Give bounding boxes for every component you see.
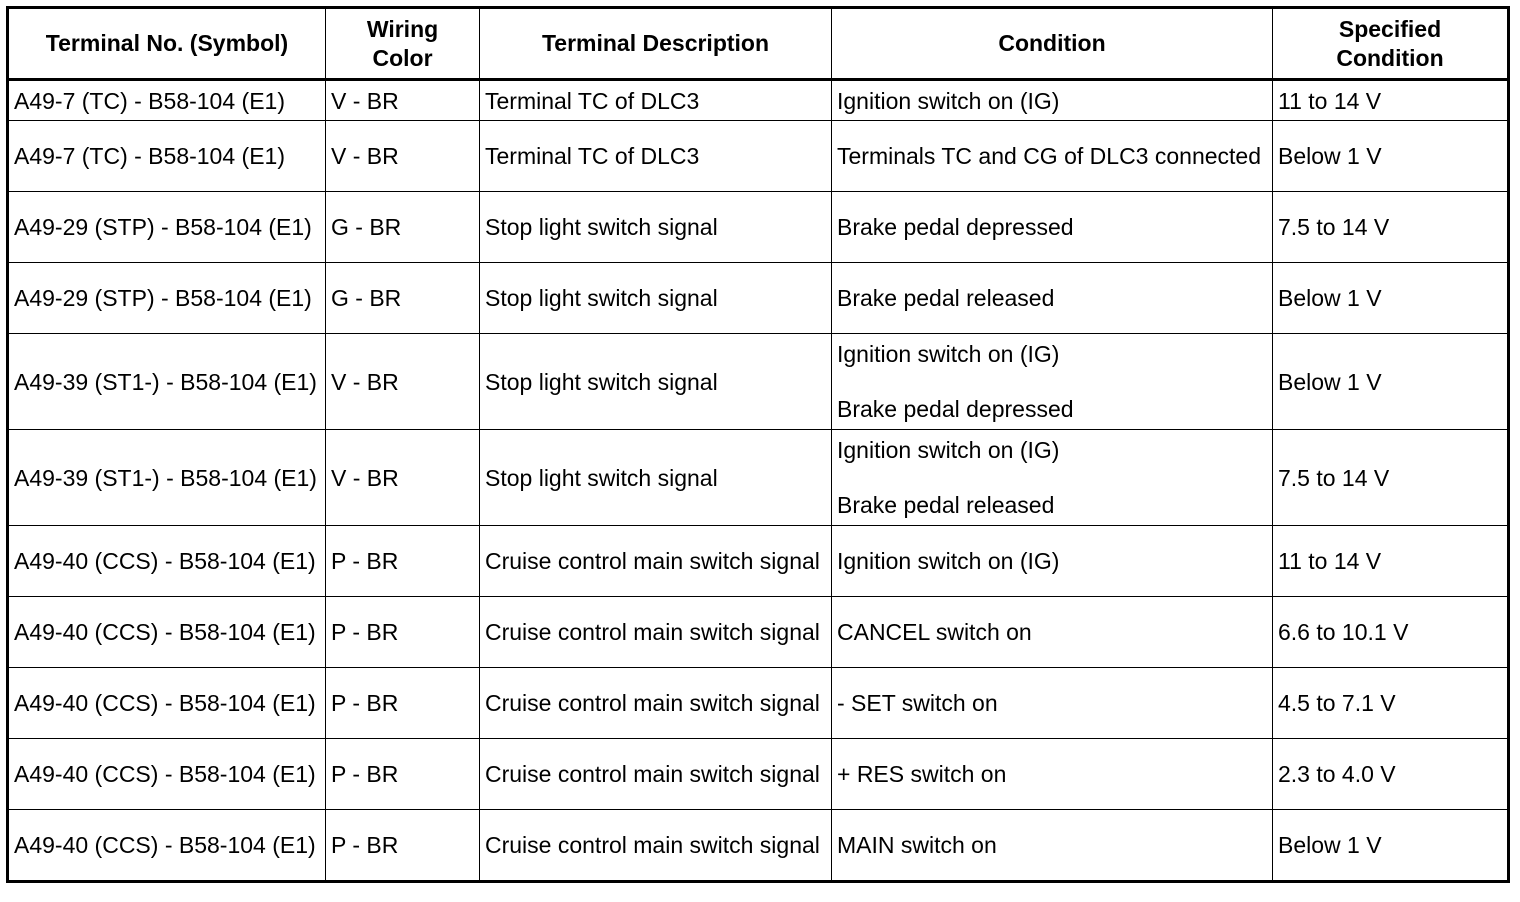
cell-wiring-color: G - BR bbox=[326, 263, 480, 334]
cell-terminal: A49-7 (TC) - B58-104 (E1) bbox=[8, 80, 326, 121]
cell-condition bbox=[832, 810, 1273, 882]
cell-description: Stop light switch signal bbox=[480, 430, 832, 526]
cell-specified-condition: Below 1 V bbox=[1273, 263, 1509, 334]
cell-terminal: A49-40 (CCS) - B58-104 (E1) bbox=[8, 526, 326, 597]
condition-line: Terminals TC and CG of DLC3 connected bbox=[837, 143, 1261, 169]
table-row bbox=[8, 334, 1509, 430]
cell-specified-condition: 4.5 to 7.1 V bbox=[1273, 668, 1509, 739]
table-row bbox=[8, 430, 1509, 526]
cell-terminal: A49-40 (CCS) - B58-104 (E1) bbox=[8, 739, 326, 810]
condition-line: Brake pedal depressed bbox=[837, 214, 1074, 240]
cell-condition bbox=[832, 739, 1273, 810]
terminal-spec-table bbox=[6, 6, 1510, 883]
cell-description: Cruise control main switch signal bbox=[480, 526, 832, 597]
header-row bbox=[8, 8, 1509, 80]
cell-specified-condition: Below 1 V bbox=[1273, 334, 1509, 430]
condition-line: MAIN switch on bbox=[837, 832, 997, 858]
condition-line: Ignition switch on (IG) bbox=[837, 87, 1060, 114]
cell-wiring-color: V - BR bbox=[326, 334, 480, 430]
condition-line: - SET switch on bbox=[837, 690, 998, 716]
table-row bbox=[8, 80, 1509, 121]
condition-line: Ignition switch on (IG) bbox=[837, 341, 1060, 367]
cell-description: Cruise control main switch signal bbox=[480, 739, 832, 810]
condition-line: CANCEL switch on bbox=[837, 619, 1032, 645]
table-row bbox=[8, 192, 1509, 263]
cell-description: Stop light switch signal bbox=[480, 192, 832, 263]
cell-specified-condition: Below 1 V bbox=[1273, 810, 1509, 882]
cell-specified-condition: 2.3 to 4.0 V bbox=[1273, 739, 1509, 810]
cell-description: Cruise control main switch signal bbox=[480, 810, 832, 882]
cell-specified-condition: 11 to 14 V bbox=[1273, 526, 1509, 597]
cell-wiring-color: G - BR bbox=[326, 192, 480, 263]
cell-wiring-color: P - BR bbox=[326, 810, 480, 882]
header-specified-line2: Condition bbox=[1336, 44, 1444, 71]
header-terminal: Terminal No. (Symbol) bbox=[8, 8, 326, 80]
header-description: Terminal Description bbox=[480, 8, 832, 80]
cell-condition bbox=[832, 430, 1273, 526]
table-row bbox=[8, 597, 1509, 668]
cell-wiring-color: P - BR bbox=[326, 668, 480, 739]
cell-condition bbox=[832, 668, 1273, 739]
cell-condition bbox=[832, 334, 1273, 430]
header-specified-line1: Specified bbox=[1338, 15, 1442, 42]
cell-wiring-color: P - BR bbox=[326, 597, 480, 668]
cell-condition bbox=[832, 192, 1273, 263]
cell-wiring-color: V - BR bbox=[326, 430, 480, 526]
cell-wiring-color: V - BR bbox=[326, 121, 480, 192]
header-wiring-line2: Color bbox=[372, 44, 433, 71]
cell-specified-condition: 6.6 to 10.1 V bbox=[1273, 597, 1509, 668]
cell-terminal: A49-39 (ST1-) - B58-104 (E1) bbox=[8, 430, 326, 526]
header-wiring-line1: Wiring bbox=[366, 15, 439, 42]
cell-terminal: A49-40 (CCS) - B58-104 (E1) bbox=[8, 597, 326, 668]
cell-wiring-color: P - BR bbox=[326, 739, 480, 810]
table-row bbox=[8, 668, 1509, 739]
table-body bbox=[8, 80, 1509, 882]
cell-specified-condition: 7.5 to 14 V bbox=[1273, 430, 1509, 526]
condition-line: + RES switch on bbox=[837, 761, 1007, 787]
cell-terminal: A49-29 (STP) - B58-104 (E1) bbox=[8, 263, 326, 334]
cell-wiring-color: V - BR bbox=[326, 80, 480, 121]
cell-description: Cruise control main switch signal bbox=[480, 668, 832, 739]
cell-condition bbox=[832, 526, 1273, 597]
header-specified-condition bbox=[1273, 8, 1509, 80]
table-row bbox=[8, 121, 1509, 192]
condition-line: Ignition switch on (IG) bbox=[837, 437, 1060, 463]
condition-line: Brake pedal released bbox=[837, 285, 1055, 311]
cell-description: Stop light switch signal bbox=[480, 263, 832, 334]
condition-line: Brake pedal released bbox=[837, 492, 1055, 518]
cell-terminal: A49-7 (TC) - B58-104 (E1) bbox=[8, 121, 326, 192]
cell-condition bbox=[832, 263, 1273, 334]
cell-condition bbox=[832, 80, 1273, 121]
table-row bbox=[8, 526, 1509, 597]
condition-line: Ignition switch on (IG) bbox=[837, 548, 1060, 574]
table-row bbox=[8, 263, 1509, 334]
cell-terminal: A49-40 (CCS) - B58-104 (E1) bbox=[8, 668, 326, 739]
cell-terminal: A49-39 (ST1-) - B58-104 (E1) bbox=[8, 334, 326, 430]
cell-specified-condition: 11 to 14 V bbox=[1273, 80, 1509, 121]
table-row bbox=[8, 810, 1509, 882]
cell-description: Cruise control main switch signal bbox=[480, 597, 832, 668]
cell-specified-condition: Below 1 V bbox=[1273, 121, 1509, 192]
cell-description: Terminal TC of DLC3 bbox=[480, 121, 832, 192]
cell-terminal: A49-40 (CCS) - B58-104 (E1) bbox=[8, 810, 326, 882]
header-wiring-color bbox=[326, 8, 480, 80]
condition-gap bbox=[837, 465, 1267, 490]
cell-description: Stop light switch signal bbox=[480, 334, 832, 430]
cell-description: Terminal TC of DLC3 bbox=[480, 80, 832, 121]
header-condition: Condition bbox=[832, 8, 1273, 80]
cell-condition bbox=[832, 121, 1273, 192]
condition-line: Brake pedal depressed bbox=[837, 396, 1074, 422]
cell-condition bbox=[832, 597, 1273, 668]
table-row bbox=[8, 739, 1509, 810]
cell-specified-condition: 7.5 to 14 V bbox=[1273, 192, 1509, 263]
cell-terminal: A49-29 (STP) - B58-104 (E1) bbox=[8, 192, 326, 263]
condition-gap bbox=[837, 369, 1267, 394]
cell-wiring-color: P - BR bbox=[326, 526, 480, 597]
